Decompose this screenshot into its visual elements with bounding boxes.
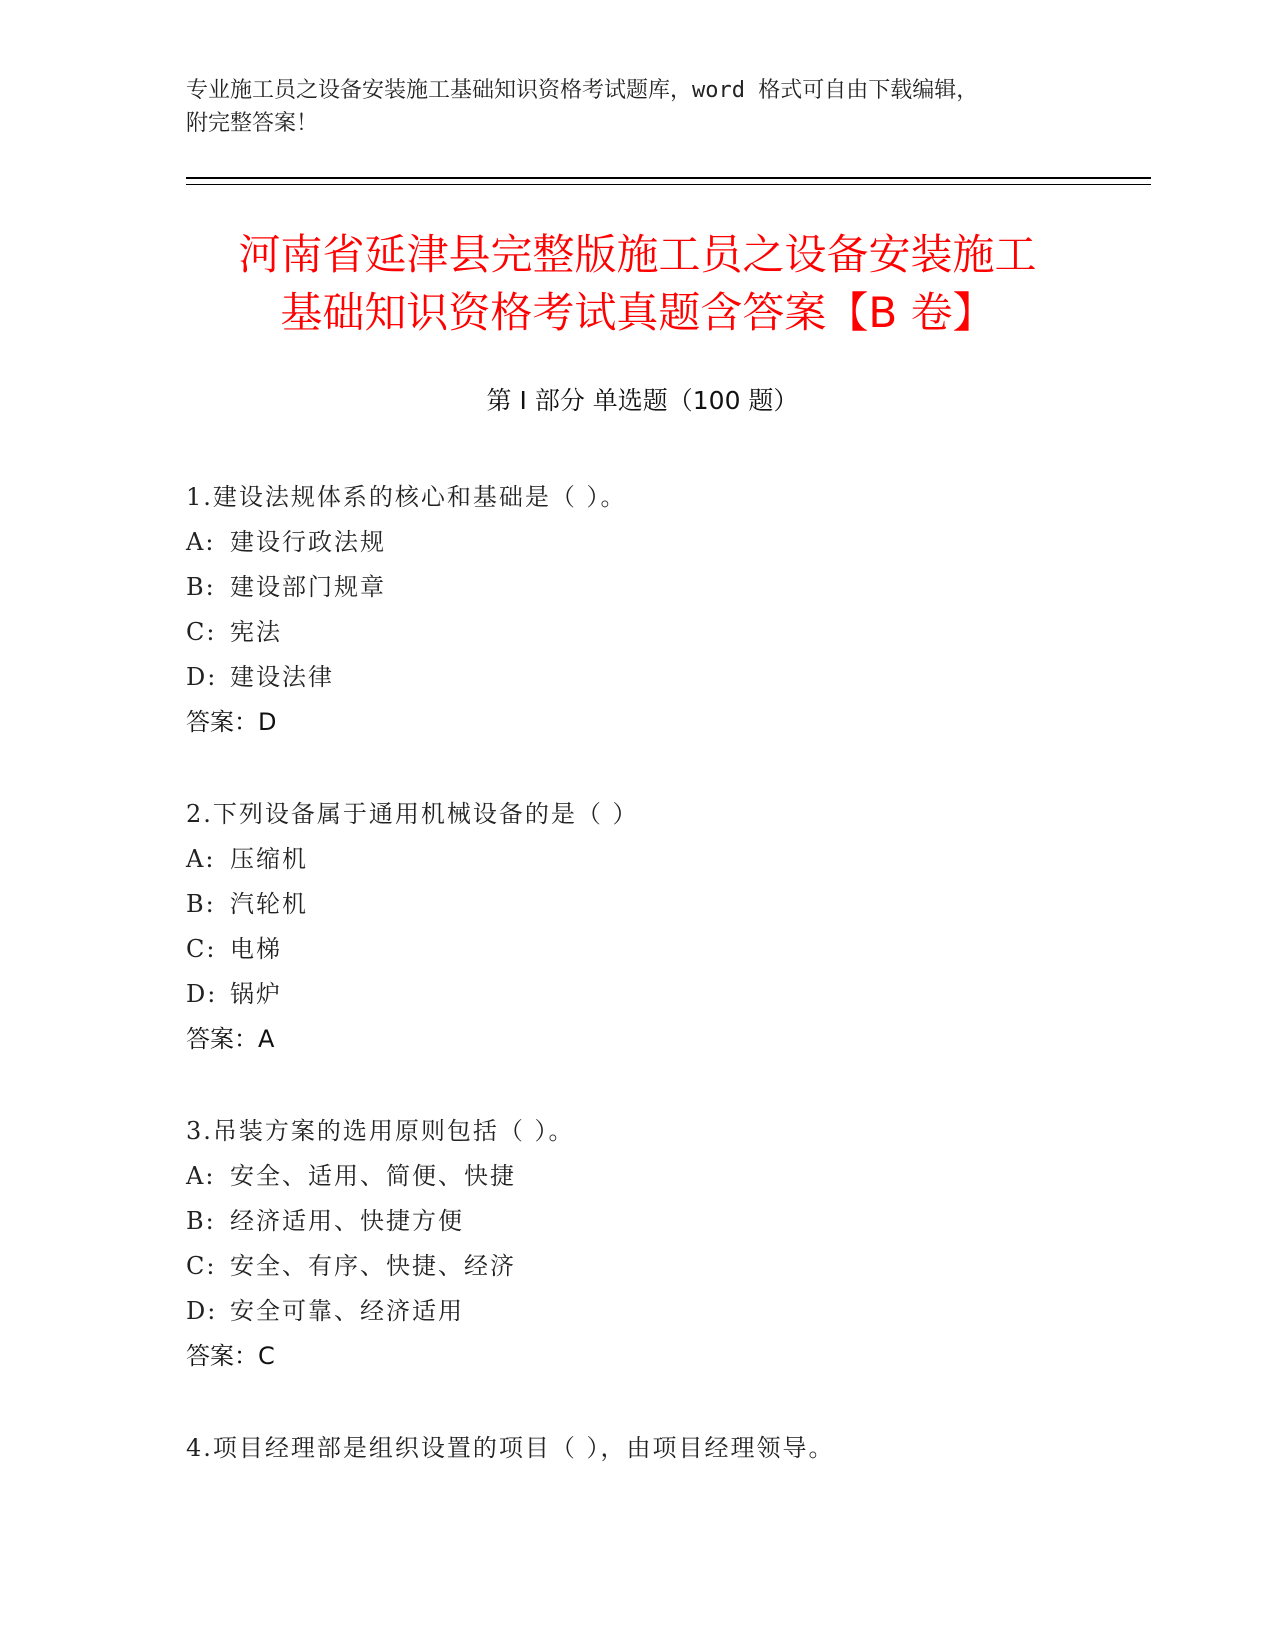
question-3 [186, 1109, 1126, 1379]
question-2 [186, 792, 1126, 1062]
option-text: 建设行政法规 [230, 528, 386, 556]
question-stem: 3.吊装方案的选用原则包括（ ）。 [186, 1117, 575, 1145]
option-b [186, 565, 1126, 610]
option-c [186, 1244, 1126, 1289]
header-note-line-1: 专业施工员之设备安装施工基础知识资格考试题库，word 格式可自由下载编辑， [186, 78, 979, 103]
option-c [186, 927, 1126, 972]
option-text: 安全、有序、快捷、经济 [230, 1252, 516, 1280]
header-divider-thick [186, 177, 1151, 179]
option-text: 锅炉 [230, 980, 282, 1008]
option-text: 宪法 [230, 618, 282, 646]
document-title-line-1: 河南省延津县完整版施工员之设备安装施工 [238, 230, 1037, 279]
option-letter: D: [186, 1297, 218, 1325]
option-letter: C: [186, 618, 217, 646]
header-note-line-2: 附完整答案！ [186, 111, 319, 136]
question-stem: 2.下列设备属于通用机械设备的是（ ） [186, 800, 639, 828]
option-letter: A: [186, 845, 216, 873]
header-note [186, 74, 1066, 140]
document-title-line-2: 基础知识资格考试真题含答案【B 卷】 [280, 288, 995, 337]
document-title [150, 226, 1125, 342]
option-d [186, 1289, 1126, 1334]
option-text: 建设法律 [230, 663, 334, 691]
option-text: 电梯 [230, 935, 282, 963]
option-text: 安全可靠、经济适用 [230, 1297, 464, 1325]
option-letter: A: [186, 1162, 216, 1190]
option-letter: B: [186, 573, 216, 601]
option-b [186, 1199, 1126, 1244]
option-text: 经济适用、快捷方便 [230, 1207, 464, 1235]
option-letter: B: [186, 1207, 216, 1235]
option-c [186, 610, 1126, 655]
option-letter: C: [186, 1252, 217, 1280]
header-divider-thin [186, 184, 1151, 185]
option-b [186, 882, 1126, 927]
question-1 [186, 475, 1126, 745]
option-text: 汽轮机 [230, 890, 308, 918]
question-4 [186, 1426, 1126, 1471]
option-d [186, 972, 1126, 1017]
question-list [186, 475, 1126, 1518]
option-letter: D: [186, 663, 218, 691]
option-text: 压缩机 [230, 845, 308, 873]
option-letter: A: [186, 528, 216, 556]
option-a [186, 1154, 1126, 1199]
answer-line: 答案：C [186, 1342, 275, 1370]
option-letter: D: [186, 980, 218, 1008]
answer-line: 答案：A [186, 1025, 275, 1053]
option-text: 建设部门规章 [230, 573, 386, 601]
option-letter: B: [186, 890, 216, 918]
option-a [186, 520, 1126, 565]
option-d [186, 655, 1126, 700]
question-stem: 4.项目经理部是组织设置的项目（ ），由项目经理领导。 [186, 1434, 835, 1462]
answer-line: 答案：D [186, 708, 277, 736]
option-text: 安全、适用、简便、快捷 [230, 1162, 516, 1190]
option-a [186, 837, 1126, 882]
question-stem: 1.建设法规体系的核心和基础是（ ）。 [186, 483, 627, 511]
option-letter: C: [186, 935, 217, 963]
section-title: 第 I 部分 单选题（100 题） [486, 386, 799, 415]
